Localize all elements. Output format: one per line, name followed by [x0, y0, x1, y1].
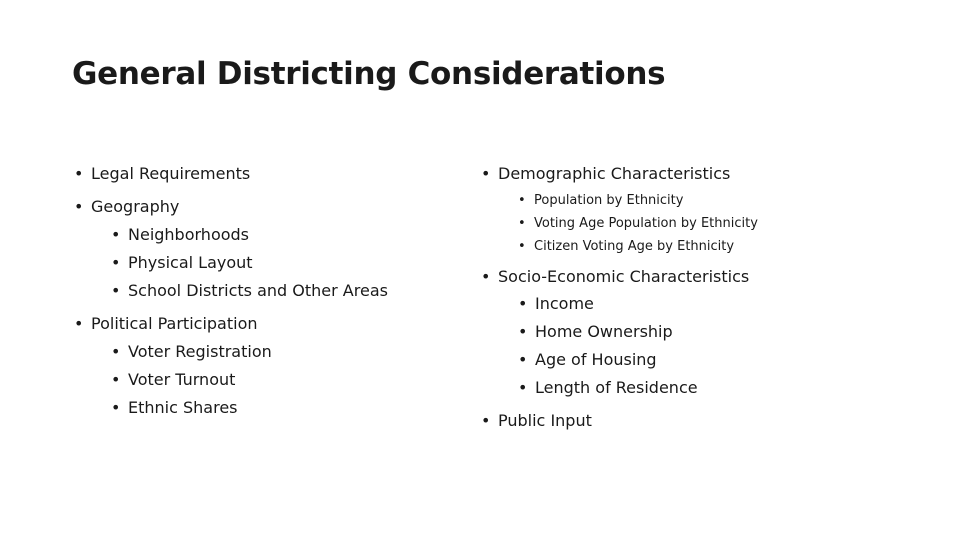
sub-bullet-length-of-residence: • Length of Residence [481, 378, 941, 398]
bullet-demographic-characteristics: • Demographic Characteristics [481, 164, 941, 184]
bullet-geography: • Geography [74, 197, 464, 217]
sub-bullet-age-of-housing: • Age of Housing [481, 350, 941, 370]
sub-bullet-home-ownership: • Home Ownership [481, 322, 941, 342]
sub-bullet-voting-age-population: • Voting Age Population by Ethnicity [481, 215, 941, 232]
sub-bullet-ethnic-shares: • Ethnic Shares [74, 398, 464, 418]
left-column [74, 164, 464, 418]
sub-bullet-voter-registration: • Voter Registration [74, 342, 464, 362]
sub-bullet-school-districts: • School Districts and Other Areas [74, 281, 464, 301]
bullet-public-input: • Public Input [481, 411, 941, 431]
sub-bullet-income: • Income [481, 294, 941, 314]
sub-bullet-voter-turnout: • Voter Turnout [74, 370, 464, 390]
sub-bullet-physical-layout: • Physical Layout [74, 253, 464, 273]
sub-bullet-citizen-voting-age: • Citizen Voting Age by Ethnicity [481, 238, 941, 255]
sub-bullet-population-by-ethnicity: • Population by Ethnicity [481, 192, 941, 209]
right-column [481, 164, 941, 431]
slide-title: General Districting Considerations [72, 56, 666, 92]
sub-bullet-neighborhoods: • Neighborhoods [74, 225, 464, 245]
bullet-legal-requirements: • Legal Requirements [74, 164, 464, 184]
bullet-political-participation: • Political Participation [74, 314, 464, 334]
bullet-socio-economic-characteristics: • Socio-Economic Characteristics [481, 267, 941, 287]
